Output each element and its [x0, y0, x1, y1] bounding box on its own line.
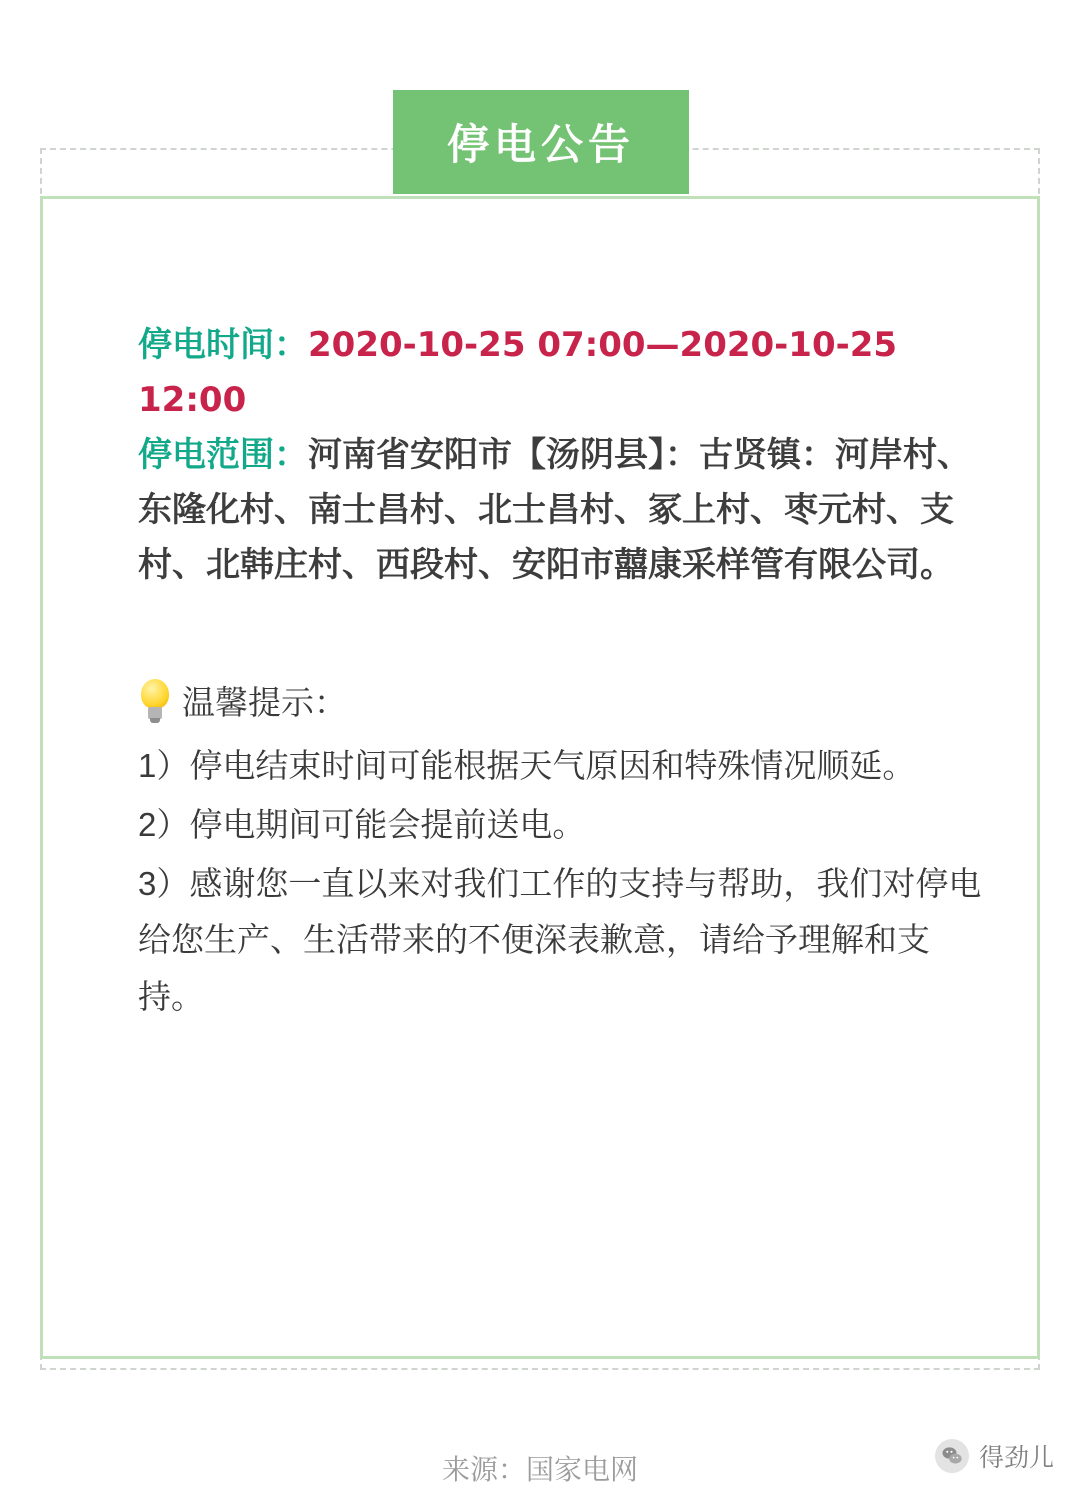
- outage-scope-value: 河南省安阳市【汤阴县】：古贤镇：河岸村、东隆化村、南士昌村、北士昌村、冢上村、枣元村、支村、北韩庄村、西段村、安阳市囍康采样管有限公司。: [138, 436, 971, 585]
- lightbulb-icon: [138, 679, 172, 729]
- outage-details: [138, 318, 983, 593]
- outage-scope-row: [138, 428, 983, 593]
- tips-heading: [138, 675, 983, 732]
- outage-time-label: 停电时间：: [138, 326, 308, 364]
- tip-item-2: 2）停电期间可能会提前送电。: [138, 805, 586, 843]
- outage-scope-label: 停电范围：: [138, 436, 308, 475]
- announcement-title-banner: [393, 90, 689, 194]
- outage-time-row: [138, 318, 983, 428]
- account-watermark[interactable]: [935, 1438, 1054, 1474]
- wechat-icon: [935, 1439, 969, 1473]
- announcement-body: [138, 318, 983, 1026]
- tips-section: [138, 675, 983, 1026]
- tip-item-1: 1）停电结束时间可能根据天气原因和特殊情况顺延。: [138, 747, 916, 785]
- source-text: 来源：国家电网: [441, 1454, 638, 1485]
- outage-time-value: 2020-10-25 07:00—2020-10-25 12:00: [138, 325, 898, 421]
- tips-title: 温馨提示：: [182, 684, 347, 722]
- page-title: 停电公告: [446, 121, 635, 168]
- account-name: 得劲儿: [978, 1444, 1054, 1472]
- tip-item-3: 3）感谢您一直以来对我们工作的支持与帮助，我们对停电给您生产、生活带来的不便深表歉意，请给予理解和支持。: [138, 864, 982, 1016]
